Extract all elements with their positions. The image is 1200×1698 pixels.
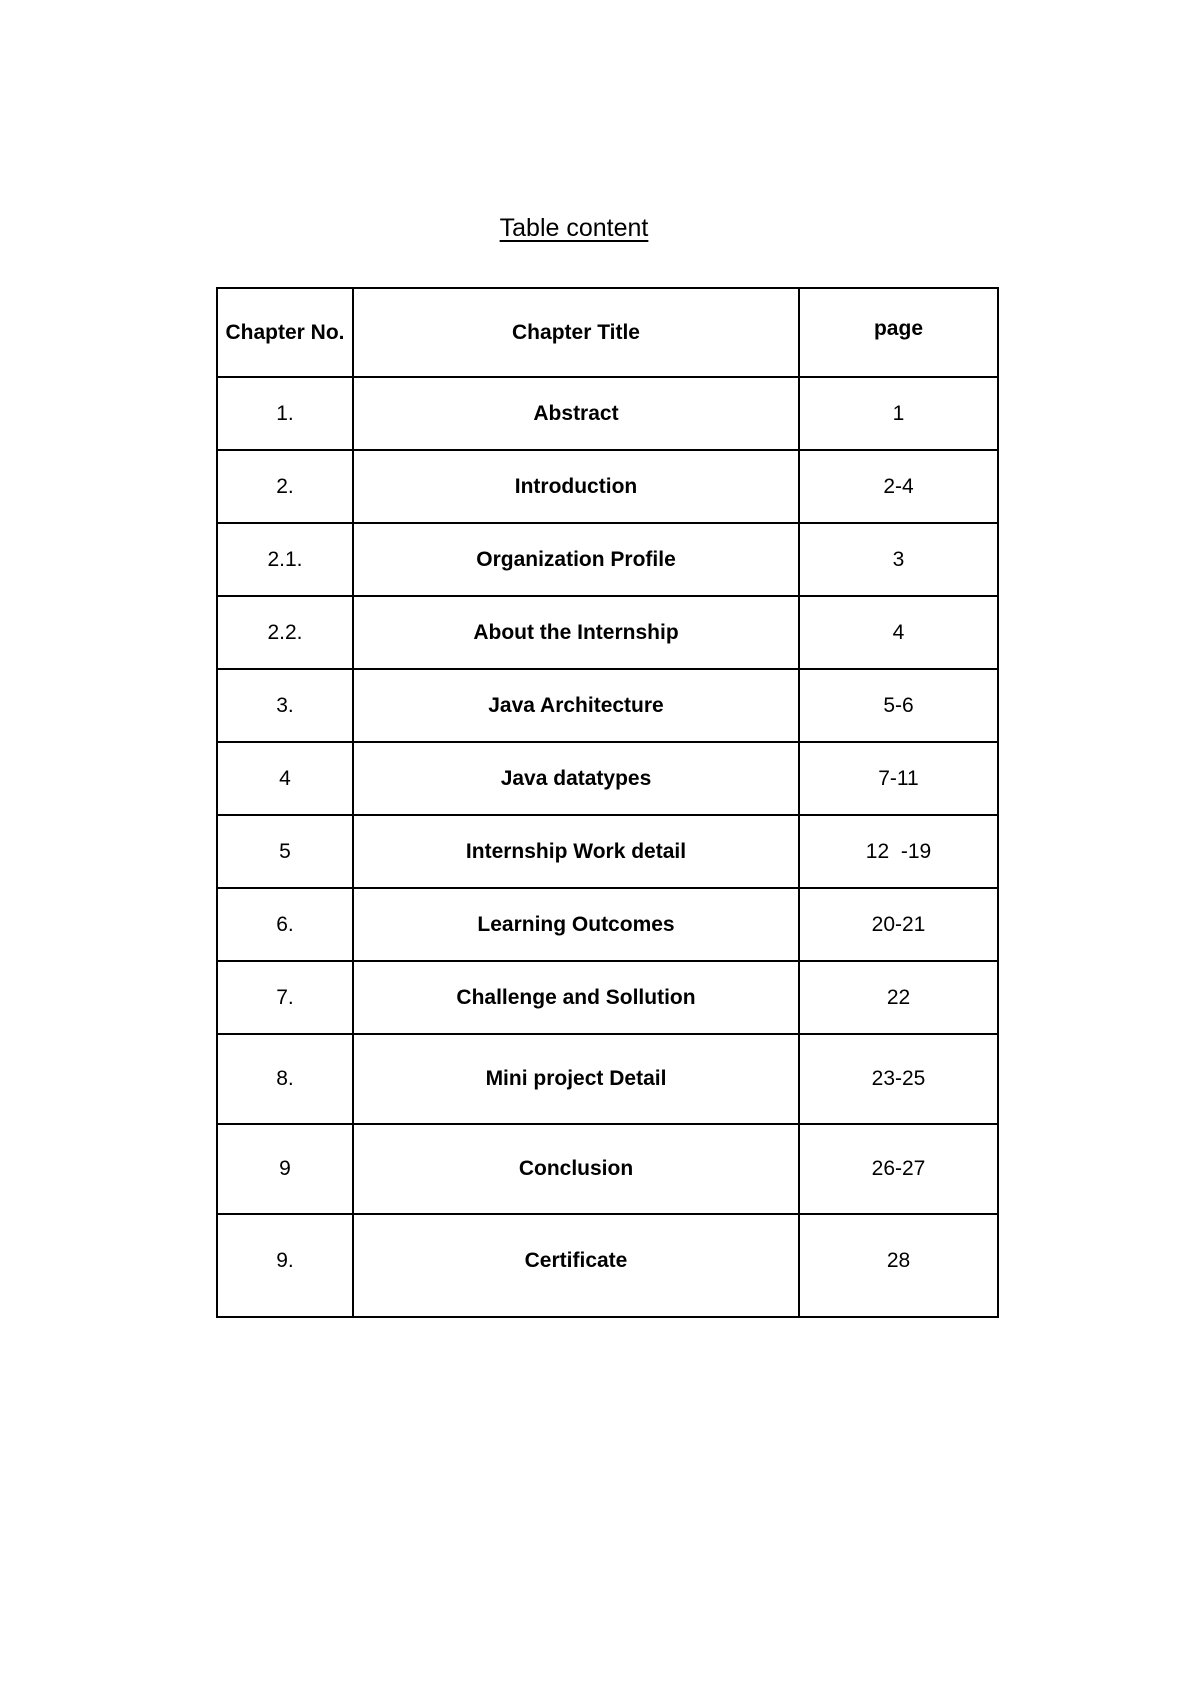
table-of-contents <box>216 287 999 1318</box>
page-range: 1 <box>799 377 998 450</box>
chapter-title: Learning Outcomes <box>353 888 799 961</box>
chapter-title: Java datatypes <box>353 742 799 815</box>
chapter-number: 9. <box>217 1214 353 1317</box>
table-row <box>217 523 998 596</box>
chapter-number: 1. <box>217 377 353 450</box>
page-header: page <box>799 288 998 377</box>
page-range: 5-6 <box>799 669 998 742</box>
page-range: 2-4 <box>799 450 998 523</box>
chapter-title: Mini project Detail <box>353 1034 799 1124</box>
page-range: 4 <box>799 596 998 669</box>
chapter-title-header: Chapter Title <box>353 288 799 377</box>
page-range: 12 -19 <box>799 815 998 888</box>
chapter-title: Java Architecture <box>353 669 799 742</box>
page-range: 20-21 <box>799 888 998 961</box>
page-range: 26-27 <box>799 1124 998 1214</box>
header-row <box>217 288 998 377</box>
table-row <box>217 1124 998 1214</box>
table-row <box>217 377 998 450</box>
page-range: 7-11 <box>799 742 998 815</box>
chapter-number: 4 <box>217 742 353 815</box>
chapter-title: Certificate <box>353 1214 799 1317</box>
chapter-no-header: Chapter No. <box>217 288 353 377</box>
chapter-number: 3. <box>217 669 353 742</box>
page-range: 23-25 <box>799 1034 998 1124</box>
chapter-number: 2.2. <box>217 596 353 669</box>
chapter-number: 2.1. <box>217 523 353 596</box>
table-row <box>217 815 998 888</box>
chapter-title: About the Internship <box>353 596 799 669</box>
table-row <box>217 742 998 815</box>
table-row <box>217 596 998 669</box>
page-range: 3 <box>799 523 998 596</box>
chapter-number: 9 <box>217 1124 353 1214</box>
page-range: 28 <box>799 1214 998 1317</box>
table-row <box>217 450 998 523</box>
table-row <box>217 1034 998 1124</box>
page-range: 22 <box>799 961 998 1034</box>
chapter-title: Introduction <box>353 450 799 523</box>
page-title: Table content <box>499 214 649 242</box>
chapter-title: Internship Work detail <box>353 815 799 888</box>
chapter-title: Organization Profile <box>353 523 799 596</box>
chapter-number: 2. <box>217 450 353 523</box>
chapter-number: 7. <box>217 961 353 1034</box>
table-row <box>217 1214 998 1317</box>
chapter-number: 5 <box>217 815 353 888</box>
table-row <box>217 888 998 961</box>
chapter-title: Abstract <box>353 377 799 450</box>
chapter-title: Conclusion <box>353 1124 799 1214</box>
table-row <box>217 961 998 1034</box>
chapter-title: Challenge and Sollution <box>353 961 799 1034</box>
chapter-number: 8. <box>217 1034 353 1124</box>
table-row <box>217 669 998 742</box>
chapter-number: 6. <box>217 888 353 961</box>
